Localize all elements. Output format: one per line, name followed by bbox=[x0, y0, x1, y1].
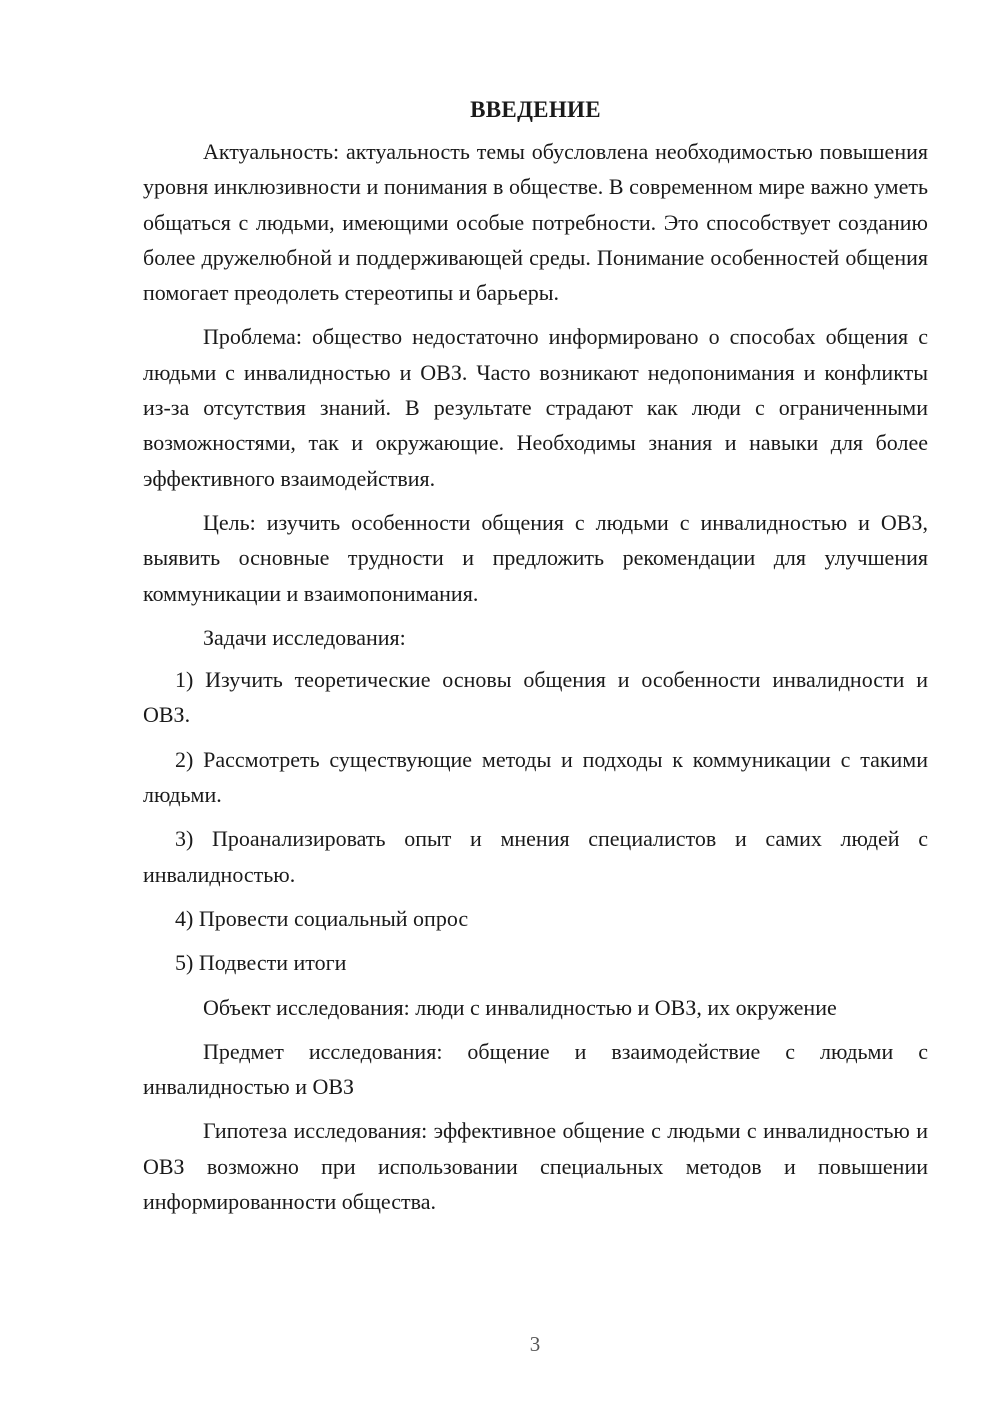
page-number: 3 bbox=[529, 1332, 541, 1356]
task-item-4: 4) Провести социальный опрос bbox=[175, 905, 469, 931]
hypothesis-paragraph: Гипотеза исследования: эффективное общение с людьми с инвалидностью и ОВЗ возможно при использовании специальных методов и повышении информированности общества. bbox=[143, 1118, 928, 1215]
document-page bbox=[143, 92, 928, 1228]
task-item-2: 2) Рассмотреть существующие методы и подходы к коммуникации с такими людьми. bbox=[143, 746, 928, 808]
task-item-3: 3) Проанализировать опыт и мнения специалистов и самих людей с инвалидностью. bbox=[143, 826, 928, 887]
relevance-paragraph: Актуальность: актуальность темы обусловлена необходимостью повышения уровня инклюзивности и понимания в обществе. В современном мире важно уметь общаться с людьми, имеющими особые потребности. Это способствует созданию более дружелюбной и поддерживающей среды. Понимание особенностей общения помогает преодолеть стереотипы и барьеры. bbox=[143, 139, 928, 306]
tasks-heading: Задачи исследования: bbox=[203, 624, 406, 650]
task-item-5: 5) Подвести итоги bbox=[175, 950, 347, 976]
task-item-1: 1) Изучить теоретические основы общения и особенности инвалидности и ОВЗ. bbox=[143, 667, 928, 728]
goal-paragraph: Цель: изучить особенности общения с людьми с инвалидностью и ОВЗ, выявить основные трудности и предложить рекомендации для улучшения коммуникации и взаимопонимания. bbox=[143, 509, 928, 606]
document-title: ВВЕДЕНИЕ bbox=[470, 97, 601, 122]
problem-paragraph: Проблема: общество недостаточно информировано о способах общения с людьми с инвалидностью и ОВЗ. Часто возникают недопонимания и конфликты из-за отсутствия знаний. В результате страдают как люди с ограниченными возможностями, так и окружающие. Необходимы знания и навыки для более эффективного взаимодействия. bbox=[143, 324, 928, 491]
subject-paragraph: Предмет исследования: общение и взаимодействие с людьми с инвалидностью и ОВЗ bbox=[143, 1038, 928, 1100]
object-paragraph: Объект исследования: люди с инвалидностью и ОВЗ, их окружение bbox=[203, 994, 837, 1020]
